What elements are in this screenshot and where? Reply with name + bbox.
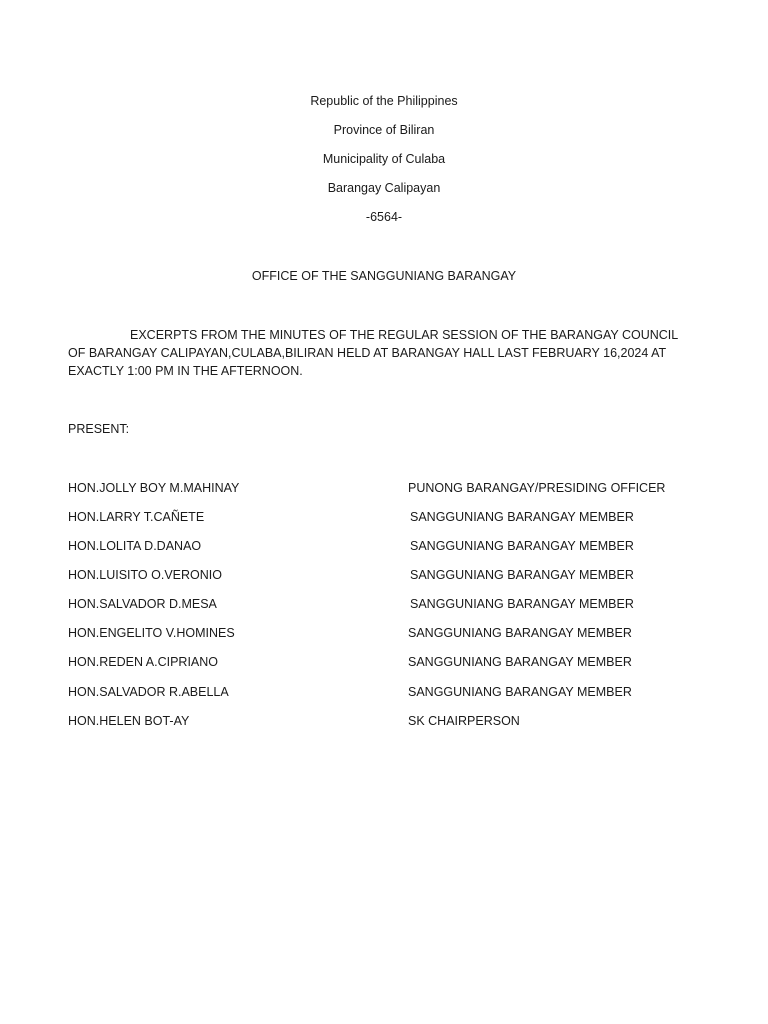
excerpt-paragraph: EXCERPTS FROM THE MINUTES OF THE REGULAR SESSION OF THE BARANGAY COUNCIL OF BARANGAY CALIPAYAN,CULABA,BILIRAN HELD AT BARANGAY HALL LAST FEBRUARY 16,2024 AT EXACTLY 1:00 PM IN THE AFTERNOON. xyxy=(68,328,678,378)
member-name: HON.SALVADOR R.ABELLA xyxy=(68,685,229,699)
member-name: HON.LARRY T.CAÑETE xyxy=(68,510,205,524)
member-position: SANGGUNIANG BARANGAY MEMBER xyxy=(408,626,632,640)
member-name: HON.LOLITA D.DANAO xyxy=(68,539,202,553)
member-position: SANGGUNIANG BARANGAY MEMBER xyxy=(408,685,632,699)
member-position: SANGGUNIANG BARANGAY MEMBER xyxy=(410,510,634,524)
member-position: SANGGUNIANG BARANGAY MEMBER xyxy=(410,568,634,582)
member-position: PUNONG BARANGAY/PRESIDING OFFICER xyxy=(408,481,666,495)
header-zip: -6564- xyxy=(365,210,403,224)
header-barangay: Barangay Calipayan xyxy=(327,181,441,195)
office-title: OFFICE OF THE SANGGUNIANG BARANGAY xyxy=(251,269,517,283)
member-position: SANGGUNIANG BARANGAY MEMBER xyxy=(410,597,634,611)
header-municipality: Municipality of Culaba xyxy=(322,152,446,166)
member-name: HON.HELEN BOT-AY xyxy=(68,714,190,728)
present-label: PRESENT: xyxy=(68,422,130,436)
member-name: HON.LUISITO O.VERONIO xyxy=(68,568,222,582)
member-position: SANGGUNIANG BARANGAY MEMBER xyxy=(408,655,632,669)
header-province: Province of Biliran xyxy=(333,123,435,137)
member-name: HON.JOLLY BOY M.MAHINAY xyxy=(68,481,240,495)
member-name: HON.SALVADOR D.MESA xyxy=(68,597,217,611)
member-name: HON.ENGELITO V.HOMINES xyxy=(68,626,235,640)
member-name: HON.REDEN A.CIPRIANO xyxy=(68,655,219,669)
member-position: SANGGUNIANG BARANGAY MEMBER xyxy=(410,539,634,553)
header-republic: Republic of the Philippines xyxy=(310,94,458,108)
member-position: SK CHAIRPERSON xyxy=(408,714,520,728)
